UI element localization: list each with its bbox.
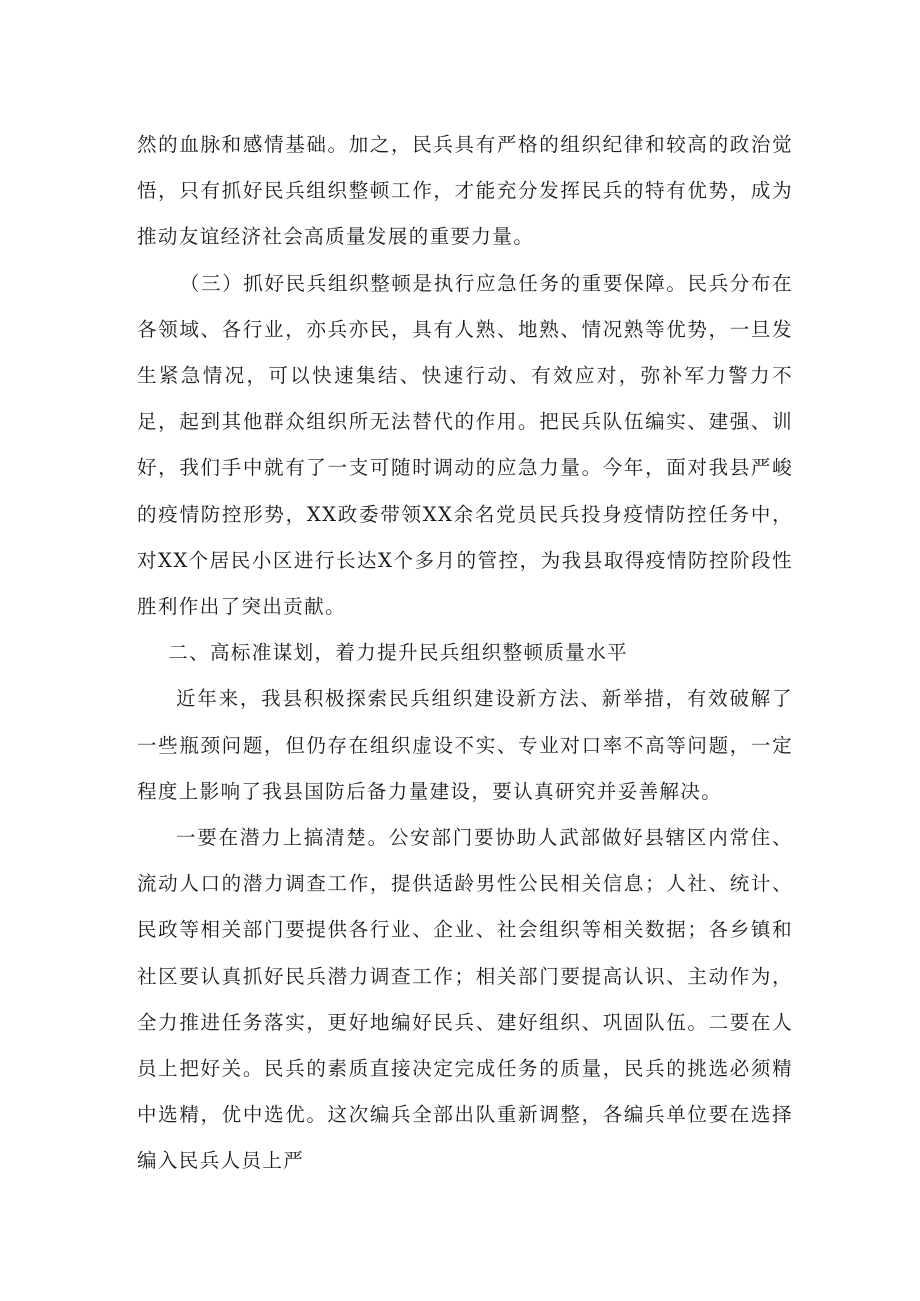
paragraph-requirements: 一要在潜力上搞清楚。公安部门要协助人武部做好县辖区内常住、流动人口的潜力调查工作，提供适龄男性公民相关信息；人社、统计、民政等相关部门要提供各行业、企业、社会组织等相关数据；各乡镇和社区要认真抓好民兵潜力调查工作；相关部门要提高认识、主动作为，全力推进任务落实，更好地编好民兵、建好组织、巩固队伍。二要在人员上把好关。民兵的素质直接决定完成任务的质量，民兵的挑选必须精中选精，优中选优。这次编兵全部出队重新调整，各编兵单位要在选择编入民兵人员上严 bbox=[137, 826, 793, 1173]
paragraph-section-three: （三）抓好民兵组织整顿是执行应急任务的重要保障。民兵分布在各领域、各行业，亦兵亦民，具有人熟、地熟、情况熟等优势，一旦发生紧急情况，可以快速集结、快速行动、有效应对，弥补军力警力不足，起到其他群众组织所无法替代的作用。把民兵队伍编实、建强、训好，我们手中就有了一支可随时调动的应急力量。今年，面对我县严峻的疫情防控形势，XX政委带领XX余名党员民兵投身疫情防控任务中，对XX个居民小区进行长达X个多月的管控，为我县取得疫情防控阶段性胜利作出了突出贡献。 bbox=[137, 271, 793, 619]
paragraph-continued: 然的血脉和感情基础。加之，民兵具有严格的组织纪律和较高的政治觉悟，只有抓好民兵组织整顿工作，才能充分发挥民兵的特有优势，成为推动友谊经济社会高质量发展的重要力量。 bbox=[137, 133, 793, 249]
section-heading-two: 二、高标准谋划，着力提升民兵组织整顿质量水平 bbox=[168, 641, 628, 665]
paragraph-recent-years: 近年来，我县积极探索民兵组织建设新方法、新举措，有效破解了一些瓶颈问题，但仍存在组织虚设不实、专业对口率不高等问题，一定程度上影响了我县国防后备力量建设，要认真研究并妥善解决。 bbox=[137, 687, 793, 803]
document-body bbox=[137, 122, 793, 1185]
